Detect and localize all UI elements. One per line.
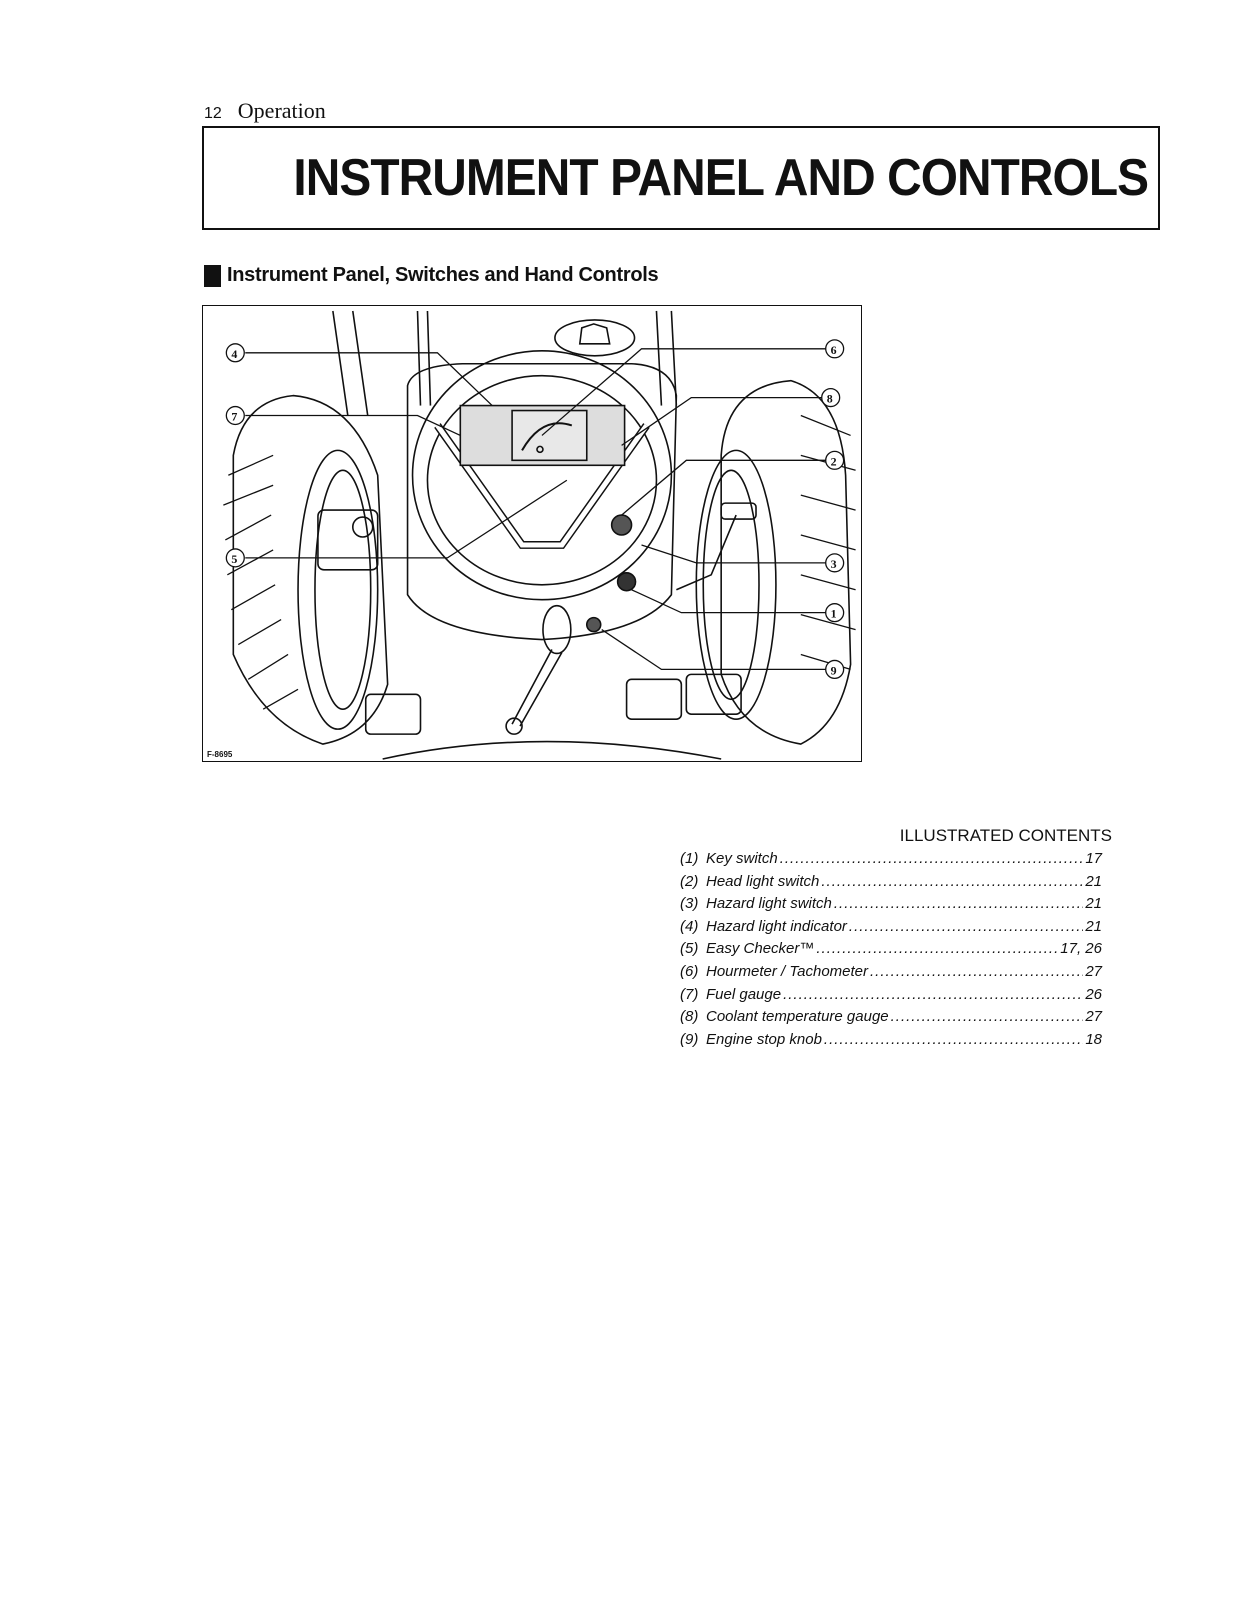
toc-item-number: (7) [680, 985, 699, 1003]
toc-item-page: 21 [1085, 872, 1102, 890]
toc-item-page: 18 [1085, 1030, 1102, 1048]
contents-heading: ILLUSTRATED CONTENTS [899, 826, 1112, 845]
toc-item[interactable] [680, 918, 1102, 941]
dot-leader [849, 918, 1083, 935]
toc-item-label: Fuel gauge [706, 985, 782, 1003]
toc-item-label: Engine stop knob [706, 1030, 822, 1048]
toc-item-label: Key switch [706, 850, 778, 867]
toc-item-label: Hourmeter / Tachometer [706, 962, 869, 980]
subheading [204, 264, 658, 287]
toc-item-label: Hazard light indicator [706, 917, 847, 935]
subheading-text: Instrument Panel, Switches and Hand Controls [227, 264, 659, 286]
dot-leader [834, 895, 1083, 912]
svg-text:9: 9 [830, 663, 837, 678]
tractor-dashboard-illustration [203, 306, 861, 761]
toc-item[interactable] [680, 940, 1102, 963]
toc-item[interactable] [680, 1008, 1102, 1031]
svg-text:3: 3 [830, 556, 837, 571]
toc-item-label: Easy Checker™ [706, 940, 815, 958]
dot-leader [891, 1008, 1084, 1025]
toc-item-page: 21 [1085, 895, 1102, 913]
toc-item-number: (4) [680, 917, 699, 935]
page-header [204, 98, 326, 124]
illustrated-contents [680, 826, 1114, 1053]
toc-item-number: (6) [680, 962, 699, 980]
toc-item-number: (1) [680, 850, 699, 867]
toc-item[interactable] [680, 873, 1102, 896]
toc-item-page: 27 [1085, 1008, 1102, 1026]
toc-item-label: Coolant temperature gauge [706, 1008, 889, 1026]
svg-text:5: 5 [231, 551, 238, 566]
svg-text:2: 2 [830, 454, 837, 469]
toc-item-number: (5) [680, 940, 699, 958]
page-number: 12 [204, 105, 222, 122]
toc-item-page: 27 [1085, 962, 1102, 980]
section-name: Operation [237, 98, 326, 123]
page-title: INSTRUMENT PANEL AND CONTROLS [293, 149, 1148, 207]
figure-code: F-8695 [207, 750, 233, 759]
toc-item[interactable] [680, 986, 1102, 1009]
toc-item[interactable] [680, 1031, 1102, 1054]
dot-leader [870, 963, 1083, 980]
svg-text:8: 8 [826, 391, 833, 406]
dot-leader [780, 850, 1084, 867]
instrument-panel-figure [202, 305, 862, 762]
toc-item-page: 17 [1085, 850, 1102, 867]
toc-item-number: (9) [680, 1030, 699, 1048]
dot-leader [821, 873, 1083, 890]
toc-item-number: (2) [680, 872, 699, 890]
square-bullet-icon [204, 265, 221, 287]
svg-text:6: 6 [830, 342, 837, 357]
dot-leader [783, 986, 1083, 1003]
toc-item[interactable] [680, 850, 1102, 873]
dot-leader [824, 1031, 1083, 1048]
toc-item-label: Head light switch [706, 872, 820, 890]
dot-leader [816, 940, 1058, 957]
toc-item-number: (3) [680, 895, 699, 913]
toc-item-page: 17, 26 [1060, 940, 1102, 958]
toc-item-page: 26 [1085, 985, 1102, 1003]
toc-item[interactable] [680, 963, 1102, 986]
svg-text:7: 7 [231, 409, 238, 424]
svg-text:4: 4 [231, 346, 238, 361]
svg-text:1: 1 [830, 606, 837, 621]
toc-item[interactable] [680, 895, 1102, 918]
title-box [202, 126, 1160, 230]
toc-item-label: Hazard light switch [706, 895, 832, 913]
toc-item-number: (8) [680, 1008, 699, 1026]
toc-item-page: 21 [1085, 917, 1102, 935]
